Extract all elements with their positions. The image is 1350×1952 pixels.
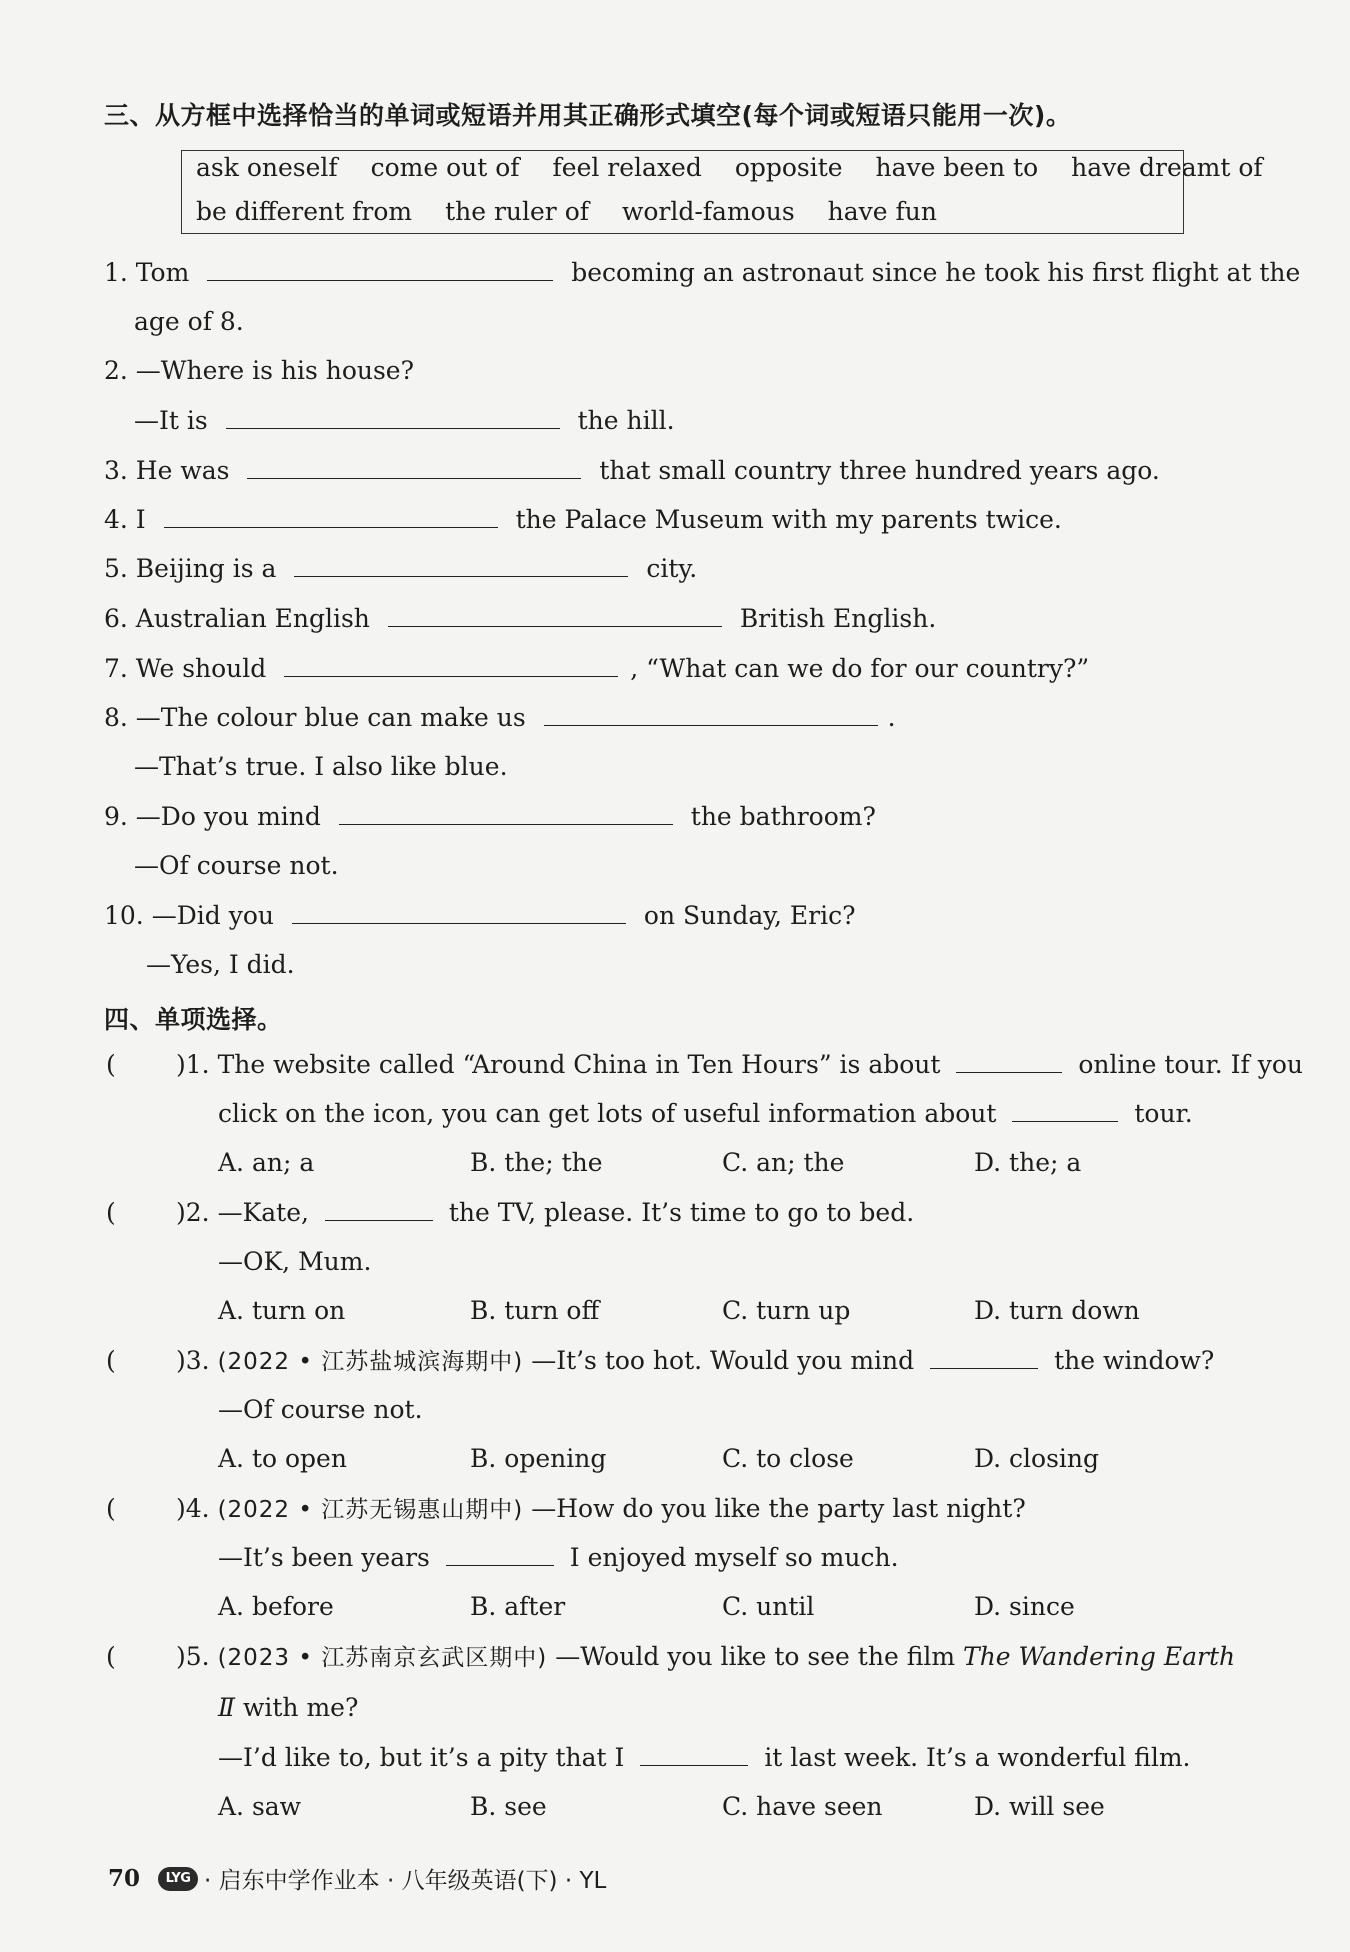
answer-paren[interactable]: ( <box>106 1346 116 1375</box>
option-d[interactable]: D. turn down <box>974 1296 1140 1325</box>
option-c[interactable]: C. to close <box>722 1444 854 1473</box>
answer-blank[interactable] <box>956 1050 1062 1073</box>
s3-question-1-cont: age of 8. <box>134 307 244 336</box>
s3-question-5 <box>104 554 697 584</box>
option-c[interactable]: C. until <box>722 1592 815 1621</box>
word-bank-box <box>181 150 1263 234</box>
word-option: opposite <box>734 153 843 182</box>
s3-question-2: 2. —Where is his house? <box>104 356 415 385</box>
question-text: The website called “Around China in Ten Hours” is about <box>217 1050 941 1079</box>
question-text: 3. He was <box>104 456 230 485</box>
answer-blank[interactable] <box>292 901 626 924</box>
s3-question-10 <box>104 901 856 931</box>
question-text: the hill. <box>577 406 675 435</box>
question-text: tour. <box>1134 1099 1193 1128</box>
mc-question-1 <box>176 1050 1303 1080</box>
word-option: the ruler of <box>445 197 589 226</box>
option-d[interactable]: D. will see <box>974 1792 1105 1821</box>
answer-paren[interactable]: ( <box>106 1494 116 1523</box>
s3-question-4 <box>104 505 1062 535</box>
question-text: online tour. If you <box>1078 1050 1303 1079</box>
question-text: city. <box>646 554 698 583</box>
answer-blank[interactable] <box>544 703 878 726</box>
question-text: 8. —The colour blue can make us <box>104 703 526 732</box>
question-text: the Palace Museum with my parents twice. <box>515 505 1062 534</box>
word-option: come out of <box>370 153 520 182</box>
mc-question-4 <box>176 1494 1026 1525</box>
publisher-logo-icon: LYG <box>158 1867 198 1891</box>
question-text: British English. <box>739 604 937 633</box>
word-option: have been to <box>875 153 1039 182</box>
answer-blank[interactable] <box>1012 1099 1118 1122</box>
option-a[interactable]: A. before <box>218 1592 334 1621</box>
option-a[interactable]: A. turn on <box>218 1296 346 1325</box>
option-c[interactable]: C. turn up <box>722 1296 851 1325</box>
s3-question-2-answer <box>134 406 675 436</box>
option-d[interactable]: D. since <box>974 1592 1075 1621</box>
word-bank-row-2 <box>196 197 962 226</box>
question-text: on Sunday, Eric? <box>643 901 856 930</box>
section4-title: 四、单项选择。 <box>104 1005 283 1034</box>
question-text: , “What can we do for our country?” <box>630 654 1090 683</box>
section3-title: 三、从方框中选择恰当的单词或短语并用其正确形式填空(每个词或短语只能用一次)。 <box>104 101 1072 130</box>
question-text: 6. Australian English <box>104 604 370 633</box>
question-text: —How do you like the party last night? <box>531 1494 1026 1523</box>
s3-question-9 <box>104 802 876 832</box>
option-c[interactable]: C. an; the <box>722 1148 845 1177</box>
source-tag: (2022 • 江苏盐城滨海期中) <box>217 1349 524 1375</box>
question-number: )3. <box>176 1346 210 1375</box>
mc-question-5-cont <box>218 1693 358 1723</box>
s3-question-7 <box>104 654 1089 684</box>
option-b[interactable]: B. turn off <box>470 1296 600 1325</box>
answer-blank[interactable] <box>207 258 553 281</box>
question-text: 5. Beijing is a <box>104 554 277 583</box>
word-option: feel relaxed <box>552 153 702 182</box>
answer-paren[interactable]: ( <box>106 1642 116 1671</box>
option-b[interactable]: B. see <box>470 1792 547 1821</box>
word-option: be different from <box>196 197 413 226</box>
mc-question-2 <box>176 1198 914 1228</box>
source-tag: (2023 • 江苏南京玄武区期中) <box>217 1645 548 1671</box>
s3-question-8-reply: —That’s true. I also like blue. <box>134 752 508 781</box>
film-title: The Wandering Earth <box>963 1642 1236 1671</box>
s3-question-9-reply: —Of course not. <box>134 851 339 880</box>
question-text: 9. —Do you mind <box>104 802 321 831</box>
s3-question-8 <box>104 703 896 733</box>
mc-question-4-reply <box>218 1543 899 1573</box>
question-text: —It’s too hot. Would you mind <box>531 1346 915 1375</box>
answer-paren[interactable]: ( <box>106 1198 116 1227</box>
answer-blank[interactable] <box>325 1198 433 1221</box>
question-text: the bathroom? <box>690 802 876 831</box>
question-number: )4. <box>176 1494 210 1523</box>
mc-question-5-reply <box>218 1743 1190 1773</box>
question-text: —It is <box>134 406 208 435</box>
mc-question-3 <box>176 1346 1214 1377</box>
question-text: I enjoyed myself so much. <box>569 1543 899 1572</box>
option-a[interactable]: A. saw <box>218 1792 302 1821</box>
s3-question-10-reply: —Yes, I did. <box>146 950 295 979</box>
option-a[interactable]: A. an; a <box>218 1148 315 1177</box>
word-option: world-famous <box>621 197 795 226</box>
option-d[interactable]: D. the; a <box>974 1148 1082 1177</box>
answer-blank[interactable] <box>294 554 628 577</box>
page-footer <box>108 1862 606 1895</box>
option-d[interactable]: D. closing <box>974 1444 1100 1473</box>
question-text: 1. Tom <box>104 258 190 287</box>
question-text: the TV, please. It’s time to go to bed. <box>448 1198 915 1227</box>
question-number: )1. <box>176 1050 210 1079</box>
mc-question-5 <box>176 1642 1235 1673</box>
question-text: —Would you like to see the film <box>555 1642 956 1671</box>
question-text: 4. I <box>104 505 146 534</box>
answer-blank[interactable] <box>930 1346 1038 1369</box>
word-option: have dreamt of <box>1071 153 1263 182</box>
question-text: —It’s been years <box>218 1543 430 1572</box>
mc-question-2-reply: —OK, Mum. <box>218 1247 372 1276</box>
question-text: —Kate, <box>217 1198 309 1227</box>
film-title-numeral: Ⅱ <box>218 1693 235 1722</box>
question-text: the window? <box>1054 1346 1215 1375</box>
answer-blank[interactable] <box>226 406 560 429</box>
question-text: it last week. It’s a wonderful film. <box>764 1743 1191 1772</box>
answer-blank[interactable] <box>446 1543 554 1566</box>
word-bank-row-1 <box>196 153 1263 182</box>
s3-question-3 <box>104 456 1160 486</box>
word-option: ask oneself <box>196 153 338 182</box>
question-text: that small country three hundred years ago. <box>599 456 1160 485</box>
option-a[interactable]: A. to open <box>218 1444 347 1473</box>
question-text: 10. —Did you <box>104 901 274 930</box>
question-text: 7. We should <box>104 654 267 683</box>
question-number: )5. <box>176 1642 210 1671</box>
option-b[interactable]: B. the; the <box>470 1148 603 1177</box>
page-number: 70 <box>108 1865 141 1892</box>
word-option: have fun <box>827 197 937 226</box>
source-tag: (2022 • 江苏无锡惠山期中) <box>217 1497 524 1523</box>
question-text: becoming an astronaut since he took his first flight at the <box>571 258 1301 287</box>
s3-question-6 <box>104 604 936 634</box>
answer-blank[interactable] <box>247 456 581 479</box>
book-title: · 启东中学作业本 · 八年级英语(下) · YL <box>204 1868 607 1894</box>
mc-question-1-cont <box>218 1099 1193 1129</box>
question-text: —I’d like to, but it’s a pity that I <box>218 1743 625 1772</box>
answer-blank[interactable] <box>640 1743 748 1766</box>
question-text: click on the icon, you can get lots of useful information about <box>218 1099 997 1128</box>
answer-blank[interactable] <box>388 604 722 627</box>
mc-question-3-reply: —Of course not. <box>218 1395 423 1424</box>
question-text: . <box>887 703 896 732</box>
option-c[interactable]: C. have seen <box>722 1792 883 1821</box>
question-number: )2. <box>176 1198 210 1227</box>
answer-blank[interactable] <box>164 505 498 528</box>
option-b[interactable]: B. opening <box>470 1444 607 1473</box>
answer-blank[interactable] <box>284 654 618 677</box>
question-text: with me? <box>242 1693 359 1722</box>
answer-paren[interactable]: ( <box>106 1050 116 1079</box>
answer-blank[interactable] <box>339 802 673 825</box>
option-b[interactable]: B. after <box>470 1592 566 1621</box>
s3-question-1 <box>104 258 1300 288</box>
